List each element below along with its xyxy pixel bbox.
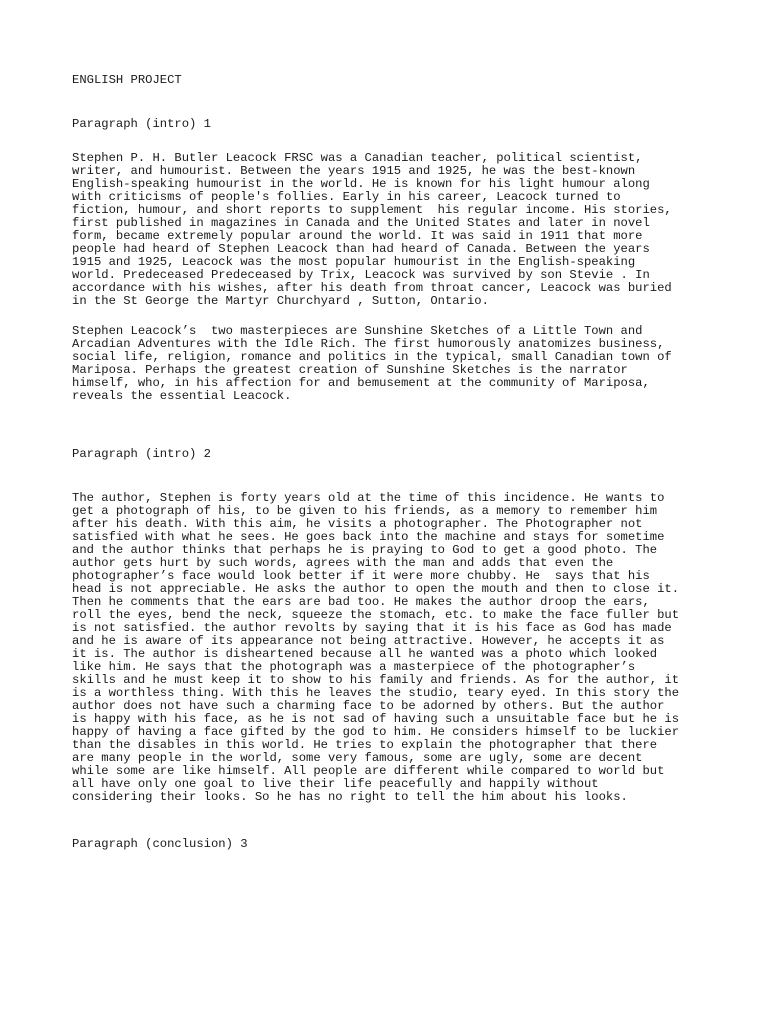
text-line: get a photograph of his, to be given to his friends, as a memory to remember him [72, 504, 658, 518]
text-line: Arcadian Adventures with the Idle Rich. The first humorously anatomizes business, [72, 337, 665, 351]
text-line: satisfied with what he sees. He goes back into the machine and stays for sometime [72, 530, 665, 544]
text-line: after his death. With this aim, he visits a photographer. The Photographer not [72, 517, 643, 531]
text-line: Mariposa. Perhaps the greatest creation of Sunshine Sketches is the narrator [72, 363, 628, 377]
text-line: and the author thinks that perhaps he is praying to God to get a good photo. The [72, 543, 658, 557]
text-line: Stephen Leacock’s two masterpieces are Sunshine Sketches of a Little Town and [72, 324, 643, 338]
text-line: people had heard of Stephen Leacock than had heard of Canada. Between the years [72, 242, 650, 256]
text-line: author gets hurt by such words, agrees with the man and adds that even the [72, 556, 614, 570]
text-line: form, became extremely popular around the world. It was said in 1911 that more [72, 229, 643, 243]
text-line: world. Predeceased Predeceased by Trix, Leacock was survived by son Stevie . In [72, 268, 650, 282]
text-line: author does not have such a charming face to be adorned by others. But the author [72, 699, 665, 713]
text-line: with criticisms of people's follies. Early in his career, Leacock turned to [72, 190, 621, 204]
document-page [72, 72, 696, 852]
text-line: writer, and humourist. Between the years 1915 and 1925, he was the best-known [72, 164, 636, 178]
text-line: is not satisfied. the author revolts by saying that it is his face as God has made [72, 621, 672, 635]
text-line: first published in magazines in Canada and the United States and later in novel [72, 216, 650, 230]
text-line: and he is aware of its appearance not being attractive. However, he accepts it as [72, 634, 665, 648]
section-heading-conclusion-3: Paragraph (conclusion) 3 [72, 837, 248, 851]
text-line: social life, religion, romance and politics in the typical, small Canadian town of [72, 350, 672, 364]
paragraph-intro-1-b [72, 325, 696, 403]
paragraph-intro-2 [72, 492, 696, 804]
text-line: happy of having a face gifted by the god to him. He considers himself to be luckier [72, 725, 680, 739]
text-line: accordance with his wishes, after his death from throat cancer, Leacock was buried [72, 281, 672, 295]
text-line: fiction, humour, and short reports to supplement his regular income. His stories, [72, 203, 672, 217]
text-line: roll the eyes, bend the neck, squeeze the stomach, etc. to make the face fuller but [72, 608, 680, 622]
document-title: ENGLISH PROJECT [72, 73, 182, 87]
text-line: 1915 and 1925, Leacock was the most popular humourist in the English-speaking [72, 255, 636, 269]
section-heading-intro-2: Paragraph (intro) 2 [72, 447, 211, 461]
text-line: while some are like himself. All people are different while compared to world but [72, 764, 665, 778]
text-line: head is not appreciable. He asks the author to open the mouth and then to close it. [72, 582, 680, 596]
text-line: skills and he must keep it to show to his family and friends. As for the author, it [72, 673, 680, 687]
text-line: than the disables in this world. He tries to explain the photographer that there [72, 738, 658, 752]
text-line: are many people in the world, some very famous, some are ugly, some are decent [72, 751, 643, 765]
text-line: in the St George the Martyr Churchyard , Sutton, Ontario. [72, 294, 489, 308]
paragraph-intro-1-a [72, 152, 696, 308]
text-line: himself, who, in his affection for and bemusement at the community of Mariposa, [72, 376, 650, 390]
text-line: Stephen P. H. Butler Leacock FRSC was a Canadian teacher, political scientist, [72, 151, 643, 165]
text-line: it is. The author is disheartened because all he wanted was a photo which looked [72, 647, 658, 661]
text-line: photographer’s face would look better if it were more chubby. He says that his [72, 569, 650, 583]
text-line: Then he comments that the ears are bad too. He makes the author droop the ears, [72, 595, 650, 609]
text-line: considering their looks. So he has no right to tell the him about his looks. [72, 790, 628, 804]
text-line: is happy with his face, as he is not sad of having such a unsuitable face but he is [72, 712, 680, 726]
text-line: English-speaking humourist in the world. He is known for his light humour along [72, 177, 650, 191]
text-line: The author, Stephen is forty years old at the time of this incidence. He wants to [72, 491, 665, 505]
text-line: is a worthless thing. With this he leaves the studio, teary eyed. In this story the [72, 686, 680, 700]
text-line: all have only one goal to live their life peacefully and happily without [72, 777, 599, 791]
text-line: reveals the essential Leacock. [72, 389, 292, 403]
text-line: like him. He says that the photograph was a masterpiece of the photographer’s [72, 660, 636, 674]
section-heading-intro-1: Paragraph (intro) 1 [72, 117, 211, 131]
